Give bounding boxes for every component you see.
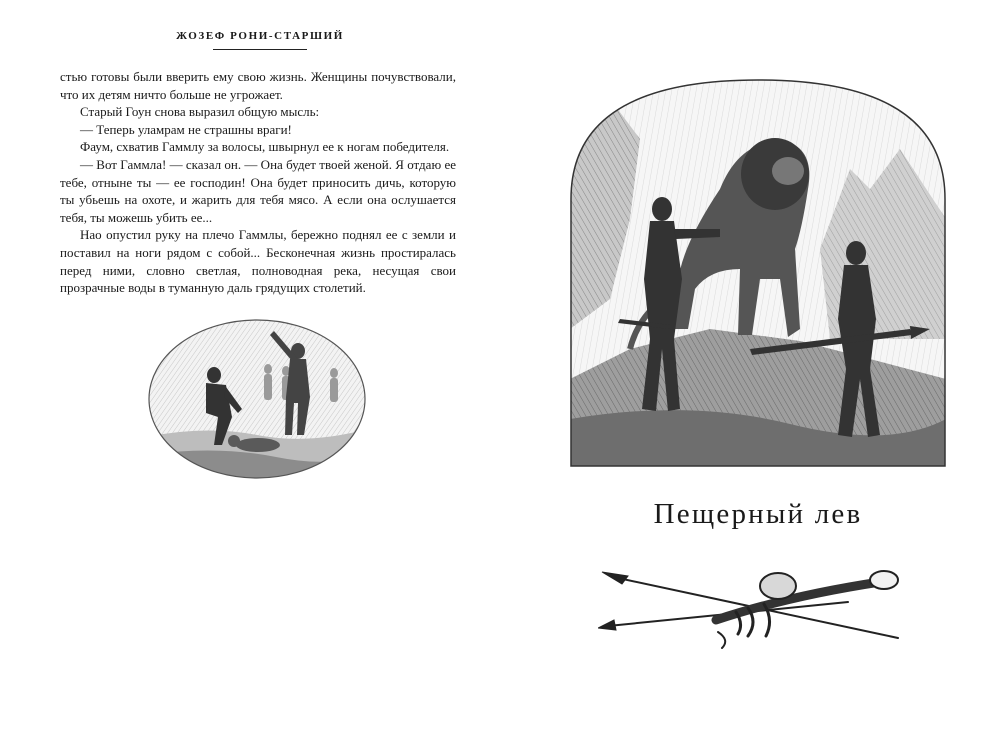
spear-and-bone-vignette <box>598 562 918 652</box>
paragraph: стью готовы были вверить ему свою жизнь. Женщины почувствовали, что их детям ничто больше не угрожает. <box>60 69 456 102</box>
paragraph: Фаум, схватив Гаммлу за волосы, швырнул ее к ногам победителя. <box>80 139 450 155</box>
paragraph: — Теперь уламрам не страшны враги! <box>80 121 292 137</box>
oval-vignette-illustration <box>146 317 368 481</box>
body-text <box>60 68 456 297</box>
paragraph: Старый Гоун снова выразил общую мысль: <box>80 104 320 120</box>
paragraph: Нао опустил руку на плечо Гаммлы, бережно поднял ее с земли и поставил на ноги рядом с собой... Бесконечная жизнь простиралась перед ними, словно светлая, полноводная река, несущая свои прозрачные воды в туманную даль грядущих столетий. <box>60 227 456 296</box>
running-head-rule <box>213 49 307 50</box>
chapter-title: Пещерный лев <box>653 498 863 530</box>
cave-lion-plate-illustration <box>570 79 946 467</box>
left-page <box>0 0 500 751</box>
paragraph: — Вот Гаммла! — сказал он. — Она будет твоей женой. Я отдаю ее тебе, отныне ты — ее господин! Она будет приносить дичь, которую ты убьешь на охоте, и жарить для тебя мясо. А если она ослушается тебя, ты можешь убить ее... <box>60 156 456 225</box>
running-head: ЖОЗЕФ РОНИ-СТАРШИЙ <box>176 30 344 42</box>
